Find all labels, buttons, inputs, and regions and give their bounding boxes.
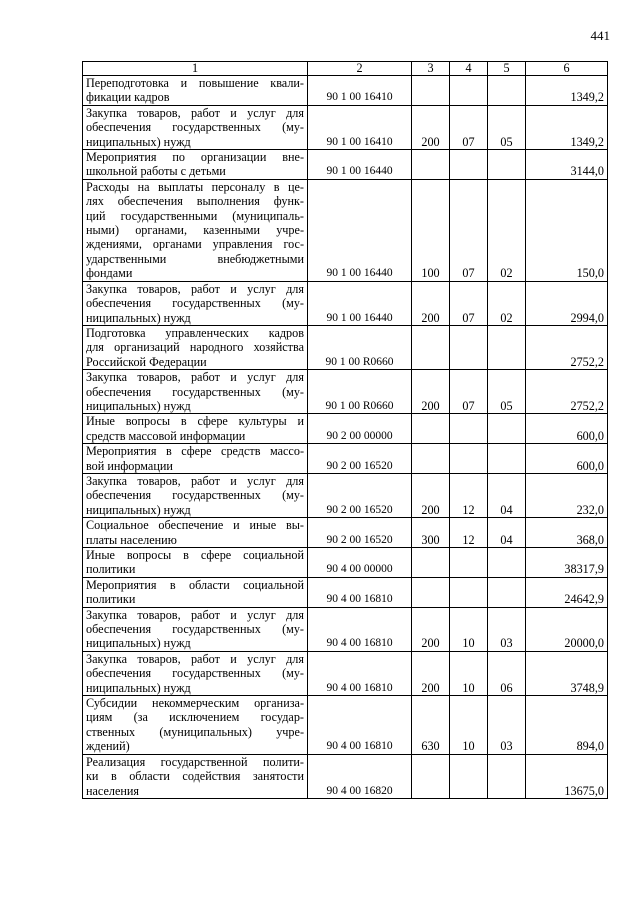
expense-item-line: обеспечения государственных (му- bbox=[86, 666, 304, 681]
expense-item-line: обеспечения государственных (му- bbox=[86, 622, 304, 637]
subsection-code: 05 bbox=[488, 105, 526, 149]
target-code: 90 2 00 16520 bbox=[308, 518, 412, 548]
subsection-code: 03 bbox=[488, 696, 526, 755]
section-code: 10 bbox=[450, 696, 488, 755]
expense-item-line: ными) органами, казенными учре- bbox=[86, 223, 304, 238]
section-code bbox=[450, 754, 488, 798]
expense-item-name bbox=[83, 518, 308, 548]
expense-type-code bbox=[412, 414, 450, 444]
amount: 3748,9 bbox=[526, 651, 608, 695]
expense-item-line: ниципальных) нужд bbox=[86, 310, 191, 325]
amount: 2752,2 bbox=[526, 370, 608, 414]
amount: 150,0 bbox=[526, 179, 608, 281]
subsection-code bbox=[488, 444, 526, 474]
expense-item-name bbox=[83, 105, 308, 149]
expense-item-line: Иные вопросы в сфере социальной bbox=[86, 548, 304, 562]
section-code bbox=[450, 414, 488, 444]
expense-item-name bbox=[83, 370, 308, 414]
expense-item-line: Закупка товаров, работ и услуг для bbox=[86, 281, 304, 296]
amount: 600,0 bbox=[526, 444, 608, 474]
expense-item-line: Закупка товаров, работ и услуг для bbox=[86, 651, 304, 666]
subsection-code: 03 bbox=[488, 607, 526, 651]
subsection-code bbox=[488, 754, 526, 798]
expense-item-line: Российской Федерации bbox=[86, 354, 207, 369]
section-code bbox=[450, 444, 488, 474]
table-row bbox=[83, 179, 608, 281]
expense-item-line: Реализация государственной полити- bbox=[86, 754, 304, 769]
expense-item-line: населения bbox=[86, 783, 140, 798]
expense-type-code bbox=[412, 754, 450, 798]
target-code: 90 4 00 16810 bbox=[308, 577, 412, 607]
column-header: 3 bbox=[412, 62, 450, 76]
expense-type-code: 200 bbox=[412, 281, 450, 325]
expense-item-name bbox=[83, 577, 308, 607]
expense-item-line: ственных (муниципальных) учре- bbox=[86, 724, 304, 739]
expense-type-code bbox=[412, 76, 450, 106]
expense-type-code bbox=[412, 548, 450, 578]
subsection-code bbox=[488, 76, 526, 106]
expense-item-line: Иные вопросы в сфере культуры и bbox=[86, 414, 304, 429]
expense-type-code: 200 bbox=[412, 607, 450, 651]
expense-item-line: ций государственными (муниципаль- bbox=[86, 208, 304, 223]
section-code: 07 bbox=[450, 105, 488, 149]
table-row bbox=[83, 325, 608, 369]
section-code bbox=[450, 325, 488, 369]
amount: 232,0 bbox=[526, 473, 608, 517]
expense-item-line: Мероприятия по организации вне- bbox=[86, 150, 304, 165]
expense-type-code bbox=[412, 444, 450, 474]
subsection-code: 04 bbox=[488, 473, 526, 517]
table-body bbox=[83, 76, 608, 799]
section-code bbox=[450, 548, 488, 578]
section-code bbox=[450, 76, 488, 106]
expense-item-line: Мероприятия в области социальной bbox=[86, 577, 304, 592]
expense-type-code bbox=[412, 325, 450, 369]
expense-item-line: ниципальных) нужд bbox=[86, 636, 191, 651]
expense-type-code: 200 bbox=[412, 651, 450, 695]
table-row bbox=[83, 444, 608, 474]
expense-item-name bbox=[83, 179, 308, 281]
amount: 13675,0 bbox=[526, 754, 608, 798]
table-row bbox=[83, 651, 608, 695]
subsection-code bbox=[488, 414, 526, 444]
expense-item-line: фикации кадров bbox=[86, 90, 170, 105]
subsection-code bbox=[488, 577, 526, 607]
expense-item-line: ждениями, органами управления гос- bbox=[86, 237, 304, 252]
target-code: 90 2 00 16520 bbox=[308, 444, 412, 474]
table-row bbox=[83, 518, 608, 548]
expense-item-line: Социальное обеспечение и иные вы- bbox=[86, 518, 304, 533]
expense-item-line: ждений) bbox=[86, 739, 130, 754]
expense-item-line: лях обеспечения выполнения функ- bbox=[86, 194, 304, 209]
table-row bbox=[83, 105, 608, 149]
target-code: 90 1 00 16440 bbox=[308, 150, 412, 180]
amount: 894,0 bbox=[526, 696, 608, 755]
expense-item-line: Подготовка управленческих кадров bbox=[86, 325, 304, 340]
expense-item-line: ниципальных) нужд bbox=[86, 398, 191, 413]
expense-item-name bbox=[83, 150, 308, 180]
target-code: 90 4 00 00000 bbox=[308, 548, 412, 578]
expense-item-line: школьной работы с детьми bbox=[86, 164, 226, 179]
amount: 3144,0 bbox=[526, 150, 608, 180]
expense-item-line: обеспечения государственных (му- bbox=[86, 384, 304, 399]
subsection-code bbox=[488, 150, 526, 180]
target-code: 90 1 00 16440 bbox=[308, 179, 412, 281]
table-row bbox=[83, 754, 608, 798]
expense-item-line: обеспечения государственных (му- bbox=[86, 296, 304, 311]
expense-item-line: обеспечения государственных (му- bbox=[86, 488, 304, 503]
table-row bbox=[83, 577, 608, 607]
amount: 1349,2 bbox=[526, 105, 608, 149]
expense-item-line: Субсидии некоммерческим организа- bbox=[86, 696, 304, 711]
target-code: 90 4 00 16820 bbox=[308, 754, 412, 798]
budget-table bbox=[82, 61, 608, 799]
amount: 38317,9 bbox=[526, 548, 608, 578]
section-code: 07 bbox=[450, 370, 488, 414]
expense-item-line: ударственными внебюджетными bbox=[86, 251, 304, 266]
column-header: 1 bbox=[83, 62, 308, 76]
expense-item-name bbox=[83, 696, 308, 755]
subsection-code: 06 bbox=[488, 651, 526, 695]
expense-type-code: 200 bbox=[412, 473, 450, 517]
expense-item-name bbox=[83, 325, 308, 369]
subsection-code: 04 bbox=[488, 518, 526, 548]
expense-type-code: 200 bbox=[412, 105, 450, 149]
table-row bbox=[83, 281, 608, 325]
expense-item-name bbox=[83, 444, 308, 474]
expense-item-name bbox=[83, 754, 308, 798]
section-code bbox=[450, 150, 488, 180]
column-header: 2 bbox=[308, 62, 412, 76]
amount: 2994,0 bbox=[526, 281, 608, 325]
expense-item-line: ниципальных) нужд bbox=[86, 502, 191, 517]
target-code: 90 1 00 16410 bbox=[308, 76, 412, 106]
table-row bbox=[83, 76, 608, 106]
target-code: 90 1 00 16440 bbox=[308, 281, 412, 325]
expense-type-code: 300 bbox=[412, 518, 450, 548]
subsection-code: 02 bbox=[488, 179, 526, 281]
expense-item-name bbox=[83, 607, 308, 651]
table-row bbox=[83, 548, 608, 578]
amount: 1349,2 bbox=[526, 76, 608, 106]
expense-item-line: Закупка товаров, работ и услуг для bbox=[86, 105, 304, 120]
expense-item-name bbox=[83, 473, 308, 517]
subsection-code bbox=[488, 325, 526, 369]
expense-item-line: для организаций народного хозяйства bbox=[86, 340, 304, 355]
expense-item-line: политики bbox=[86, 562, 136, 577]
amount: 368,0 bbox=[526, 518, 608, 548]
expense-item-name bbox=[83, 414, 308, 444]
section-code: 07 bbox=[450, 179, 488, 281]
expense-type-code: 100 bbox=[412, 179, 450, 281]
expense-item-line: Переподготовка и повышение квали- bbox=[86, 76, 304, 90]
expense-item-line: платы населению bbox=[86, 532, 177, 547]
expense-item-line: фондами bbox=[86, 266, 133, 281]
section-code: 12 bbox=[450, 473, 488, 517]
section-code: 10 bbox=[450, 607, 488, 651]
expense-item-line: ки в области содействия занятости bbox=[86, 769, 304, 784]
target-code: 90 1 00 R0660 bbox=[308, 325, 412, 369]
expense-item-line: Закупка товаров, работ и услуг для bbox=[86, 370, 304, 385]
target-code: 90 4 00 16810 bbox=[308, 651, 412, 695]
table-row bbox=[83, 696, 608, 755]
column-header: 5 bbox=[488, 62, 526, 76]
subsection-code bbox=[488, 548, 526, 578]
expense-item-name bbox=[83, 651, 308, 695]
target-code: 90 4 00 16810 bbox=[308, 696, 412, 755]
expense-item-line: политики bbox=[86, 592, 136, 607]
expense-item-line: Расходы на выплаты персоналу в це- bbox=[86, 179, 304, 194]
target-code: 90 2 00 16520 bbox=[308, 473, 412, 517]
expense-item-line: Закупка товаров, работ и услуг для bbox=[86, 473, 304, 488]
target-code: 90 1 00 R0660 bbox=[308, 370, 412, 414]
expense-item-line: циям (за исключением государ- bbox=[86, 710, 304, 725]
section-code: 07 bbox=[450, 281, 488, 325]
expense-item-line: Закупка товаров, работ и услуг для bbox=[86, 607, 304, 622]
section-code bbox=[450, 577, 488, 607]
amount: 24642,9 bbox=[526, 577, 608, 607]
target-code: 90 4 00 16810 bbox=[308, 607, 412, 651]
expense-type-code bbox=[412, 577, 450, 607]
subsection-code: 05 bbox=[488, 370, 526, 414]
column-header: 6 bbox=[526, 62, 608, 76]
column-header: 4 bbox=[450, 62, 488, 76]
expense-item-line: ниципальных) нужд bbox=[86, 134, 191, 149]
expense-item-line: ниципальных) нужд bbox=[86, 680, 191, 695]
expense-item-line: обеспечения государственных (му- bbox=[86, 120, 304, 135]
expense-item-line: Мероприятия в сфере средств массо- bbox=[86, 444, 304, 459]
table-row bbox=[83, 473, 608, 517]
expense-item-line: средств массовой информации bbox=[86, 428, 246, 443]
table-row bbox=[83, 607, 608, 651]
expense-item-line: вой информации bbox=[86, 458, 173, 473]
section-code: 10 bbox=[450, 651, 488, 695]
page-number: 441 bbox=[590, 28, 610, 43]
expense-item-name bbox=[83, 281, 308, 325]
expense-type-code: 200 bbox=[412, 370, 450, 414]
expense-type-code: 630 bbox=[412, 696, 450, 755]
amount: 2752,2 bbox=[526, 325, 608, 369]
amount: 600,0 bbox=[526, 414, 608, 444]
target-code: 90 1 00 16410 bbox=[308, 105, 412, 149]
expense-item-name bbox=[83, 548, 308, 578]
table-row bbox=[83, 414, 608, 444]
table-row bbox=[83, 150, 608, 180]
amount: 20000,0 bbox=[526, 607, 608, 651]
expense-type-code bbox=[412, 150, 450, 180]
table-row bbox=[83, 370, 608, 414]
target-code: 90 2 00 00000 bbox=[308, 414, 412, 444]
table-header-row bbox=[83, 62, 608, 76]
section-code: 12 bbox=[450, 518, 488, 548]
expense-item-name bbox=[83, 76, 308, 106]
subsection-code: 02 bbox=[488, 281, 526, 325]
